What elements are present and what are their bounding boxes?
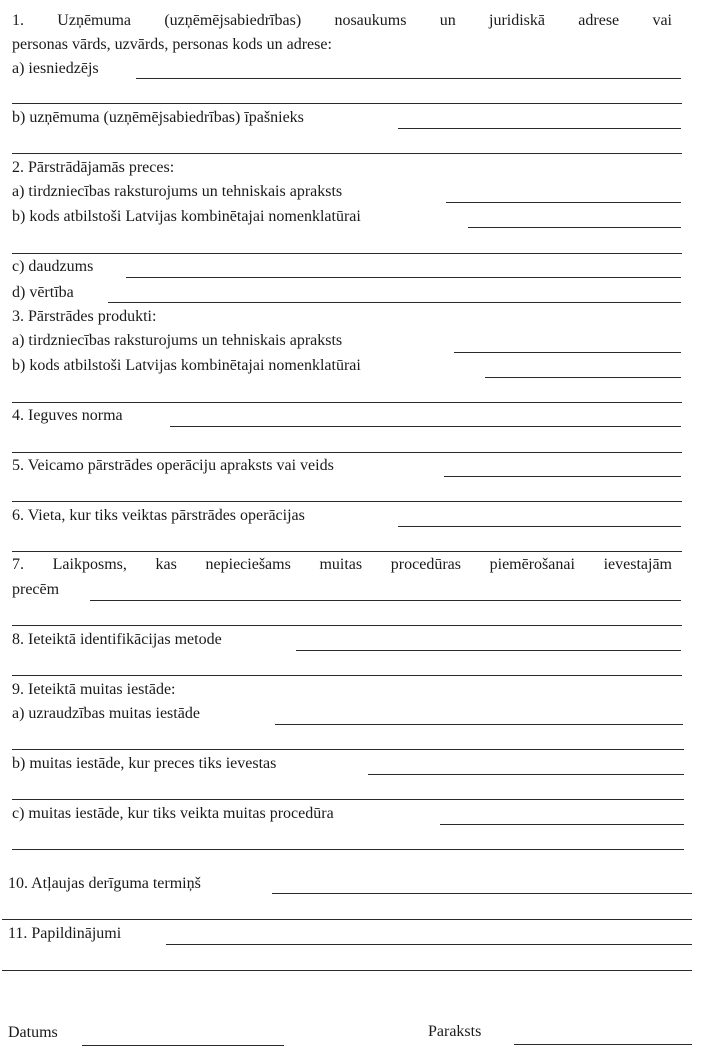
s9-b-label: b) muitas iestāde, kur preces tiks ievestas xyxy=(12,755,277,772)
s7-heading: 7. Laikposms, kas nepieciešams muitas procedūras piemērošanai ievestajām xyxy=(12,556,672,573)
s3-b-field[interactable] xyxy=(485,377,681,378)
s2-d-label: d) vērtība xyxy=(12,284,74,301)
s6-heading: 6. Vieta, kur tiks veiktas pārstrādes operācijas xyxy=(12,507,305,524)
signature-field[interactable] xyxy=(514,1044,692,1045)
s6-field[interactable] xyxy=(398,526,681,527)
s1-b-label: b) uzņēmuma (uzņēmējsabiedrības) īpašnieks xyxy=(12,109,304,126)
s8-field-2[interactable] xyxy=(12,675,682,676)
s7-field-2[interactable] xyxy=(12,625,682,626)
s7-field[interactable] xyxy=(90,600,681,601)
s9-a-field[interactable] xyxy=(275,724,683,725)
s1-a-field-2[interactable] xyxy=(12,103,682,104)
s4-heading: 4. Ieguves norma xyxy=(12,407,123,424)
s9-a-label: a) uzraudzības muitas iestāde xyxy=(12,705,200,722)
s1-a-field[interactable] xyxy=(136,78,681,79)
s1-b-field-2[interactable] xyxy=(12,153,682,154)
date-field[interactable] xyxy=(82,1045,284,1046)
s10-field-2[interactable] xyxy=(2,919,692,920)
s8-heading: 8. Ieteiktā identifikācijas metode xyxy=(12,631,222,648)
s2-a-field[interactable] xyxy=(446,202,681,203)
s9-heading: 9. Ieteiktā muitas iestāde: xyxy=(12,681,176,698)
s1-heading-cont: personas vārds, uzvārds, personas kods un adrese: xyxy=(12,36,332,53)
s4-field-2[interactable] xyxy=(12,452,682,453)
s6-field-2[interactable] xyxy=(12,551,682,552)
s1-b-field[interactable] xyxy=(398,128,681,129)
s11-field[interactable] xyxy=(166,944,692,945)
s2-a-label: a) tirdzniecības raksturojums un tehniskais apraksts xyxy=(12,183,343,200)
s10-heading: 10. Atļaujas derīguma termiņš xyxy=(8,875,201,892)
s3-b-label: b) kods atbilstoši Latvijas kombinētajai nomenklatūrai xyxy=(12,357,361,374)
s11-field-2[interactable] xyxy=(2,970,692,971)
s2-d-field[interactable] xyxy=(108,302,681,303)
s9-b-field-2[interactable] xyxy=(12,799,684,800)
s5-field-2[interactable] xyxy=(12,501,682,502)
s1-a-label: a) iesniedzējs xyxy=(12,60,99,77)
s9-c-field[interactable] xyxy=(440,824,684,825)
signature-label: Paraksts xyxy=(428,1023,482,1040)
s10-field[interactable] xyxy=(272,893,692,894)
s3-heading: 3. Pārstrādes produkti: xyxy=(12,308,157,325)
s2-heading: 2. Pārstrādājamās preces: xyxy=(12,159,175,176)
s2-c-label: c) daudzums xyxy=(12,258,94,275)
s2-c-field[interactable] xyxy=(126,277,681,278)
s3-b-field-2[interactable] xyxy=(12,402,682,403)
s9-c-label: c) muitas iestāde, kur tiks veikta muitas procedūra xyxy=(12,805,334,822)
s9-a-field-2[interactable] xyxy=(12,749,684,750)
s8-field[interactable] xyxy=(296,650,681,651)
s5-field[interactable] xyxy=(444,476,681,477)
s7-heading-cont: precēm xyxy=(12,581,60,598)
s4-field[interactable] xyxy=(170,426,681,427)
s2-b-field-2[interactable] xyxy=(12,253,682,254)
s2-b-label: b) kods atbilstoši Latvijas kombinētajai nomenklatūrai xyxy=(12,208,361,225)
s9-b-field[interactable] xyxy=(368,774,684,775)
s3-a-field[interactable] xyxy=(454,352,681,353)
s5-heading: 5. Veicamo pārstrādes operāciju apraksts vai veids xyxy=(12,457,334,474)
s1-heading: 1. Uzņēmuma (uzņēmējsabiedrības) nosaukums un juridiskā adrese vai xyxy=(12,12,672,29)
s2-b-field[interactable] xyxy=(468,227,681,228)
s3-a-label: a) tirdzniecības raksturojums un tehniskais apraksts xyxy=(12,332,343,349)
s11-heading: 11. Papildinājumi xyxy=(8,925,122,942)
s9-c-field-2[interactable] xyxy=(12,849,684,850)
date-label: Datums xyxy=(8,1024,58,1041)
